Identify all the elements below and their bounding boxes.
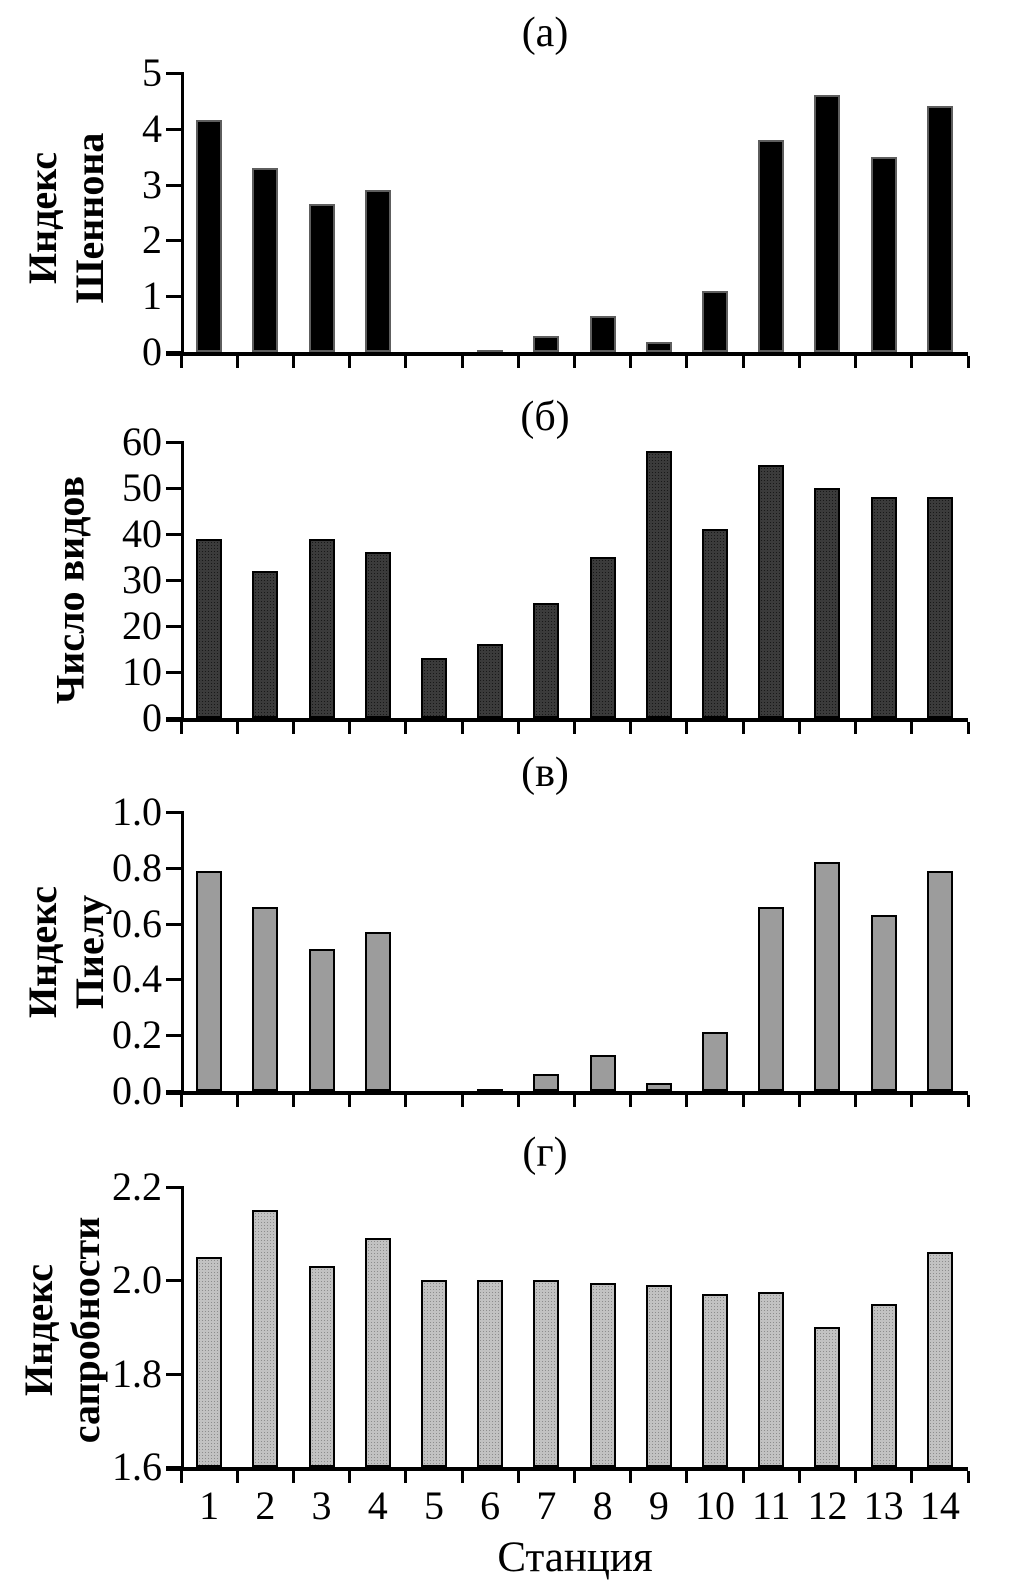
bar-station-1 xyxy=(196,539,222,718)
y-tick-label: 0.2 xyxy=(112,1012,162,1058)
bar-station-9 xyxy=(646,1083,672,1091)
bar-station-6 xyxy=(477,350,503,353)
y-tick-label: 50 xyxy=(122,465,162,510)
x-tick xyxy=(742,722,745,734)
bar-station-1 xyxy=(196,1257,222,1467)
y-tick-label: 0.0 xyxy=(112,1068,162,1113)
x-tick xyxy=(629,1471,632,1483)
y-axis-label-line: Индекс xyxy=(20,886,65,1018)
bar-station-9 xyxy=(646,451,672,718)
y-tick xyxy=(166,923,181,926)
y-tick-label: 40 xyxy=(122,511,162,556)
bar-station-14 xyxy=(927,1252,953,1467)
x-tick xyxy=(461,1095,464,1107)
x-tick xyxy=(517,1095,520,1107)
y-axis-label-line: Число видов xyxy=(47,475,93,705)
bar-station-7 xyxy=(533,336,559,352)
x-tick xyxy=(685,356,688,368)
x-tick xyxy=(348,1471,351,1483)
x-tick xyxy=(236,722,239,734)
x-tick xyxy=(967,1095,970,1107)
x-tick-label-station-10: 10 xyxy=(695,1483,736,1528)
y-axis-label-line: Индекс xyxy=(20,152,65,284)
bar-station-3 xyxy=(309,949,335,1091)
bar-station-13 xyxy=(871,915,897,1091)
x-tick xyxy=(910,356,913,368)
x-tick-label-station-7: 7 xyxy=(536,1483,557,1528)
y-axis-label-4 xyxy=(15,1217,109,1444)
y-tick xyxy=(166,128,181,131)
y-tick-label: 1 xyxy=(142,273,162,319)
x-tick xyxy=(517,356,520,368)
x-tick xyxy=(910,722,913,734)
x-tick-label-station-8: 8 xyxy=(592,1483,613,1528)
x-tick xyxy=(348,356,351,368)
bar-station-12 xyxy=(814,95,840,352)
y-axis-label-line: Шеннона xyxy=(67,132,112,304)
bar-station-13 xyxy=(871,157,897,352)
y-tick-label: 2.0 xyxy=(112,1257,162,1303)
bar-station-10 xyxy=(702,291,728,352)
x-tick xyxy=(461,356,464,368)
x-tick xyxy=(854,1095,857,1107)
y-tick-label: 0.4 xyxy=(112,956,162,1002)
x-tick xyxy=(629,1095,632,1107)
y-tick xyxy=(166,1090,181,1093)
bar-station-12 xyxy=(814,488,840,718)
bar-station-12 xyxy=(814,862,840,1091)
bar-station-6 xyxy=(477,644,503,718)
panel-title-2: (б) xyxy=(520,394,570,440)
bar-station-13 xyxy=(871,1304,897,1467)
x-tick-label-station-6: 6 xyxy=(480,1483,501,1528)
x-tick xyxy=(629,722,632,734)
y-tick-label: 0 xyxy=(142,695,162,740)
x-tick xyxy=(573,1471,576,1483)
bar-station-3 xyxy=(309,204,335,352)
x-axis-line-2 xyxy=(166,718,968,722)
y-axis-line-1 xyxy=(181,72,184,356)
x-tick xyxy=(798,356,801,368)
bar-station-5 xyxy=(421,1280,447,1467)
x-axis-line-4 xyxy=(166,1467,968,1471)
x-tick xyxy=(798,722,801,734)
x-tick xyxy=(348,1095,351,1107)
x-tick-label-station-13: 13 xyxy=(863,1483,904,1528)
bar-station-7 xyxy=(533,1074,559,1091)
x-tick-label-station-4: 4 xyxy=(367,1483,388,1528)
bar-station-10 xyxy=(702,529,728,718)
x-tick xyxy=(685,722,688,734)
bar-station-7 xyxy=(533,1280,559,1467)
bar-station-1 xyxy=(196,120,222,352)
bar-station-9 xyxy=(646,1285,672,1467)
y-axis-label-line: сапробности xyxy=(63,1216,108,1444)
y-tick xyxy=(166,1186,181,1189)
bar-station-11 xyxy=(758,465,784,718)
bar-station-6 xyxy=(477,1280,503,1467)
x-tick xyxy=(742,1471,745,1483)
x-tick xyxy=(404,356,407,368)
y-tick-label: 2 xyxy=(142,217,162,263)
y-tick xyxy=(166,579,181,582)
x-axis-line-1 xyxy=(166,352,968,356)
y-tick-label: 4 xyxy=(142,105,162,151)
bar-station-7 xyxy=(533,603,559,718)
x-tick xyxy=(180,356,183,368)
y-tick xyxy=(166,717,181,720)
bar-station-14 xyxy=(927,871,953,1091)
x-tick xyxy=(573,722,576,734)
panel-title-4: (г) xyxy=(522,1130,568,1176)
x-tick xyxy=(180,722,183,734)
bar-station-3 xyxy=(309,1266,335,1467)
bar-station-8 xyxy=(590,557,616,718)
bar-station-2 xyxy=(252,1210,278,1467)
x-tick-label-station-11: 11 xyxy=(751,1483,791,1528)
x-tick xyxy=(685,1471,688,1483)
bar-station-2 xyxy=(252,907,278,1091)
x-tick xyxy=(629,356,632,368)
x-tick xyxy=(798,1471,801,1483)
x-tick xyxy=(967,1471,970,1483)
y-tick xyxy=(166,1034,181,1037)
x-tick xyxy=(798,1095,801,1107)
y-tick-label: 2.2 xyxy=(112,1164,162,1209)
x-tick xyxy=(404,1095,407,1107)
y-tick xyxy=(166,184,181,187)
y-axis-line-2 xyxy=(181,441,184,722)
y-tick-label: 0 xyxy=(142,329,162,374)
y-tick xyxy=(166,533,181,536)
y-axis-line-3 xyxy=(181,811,184,1095)
bar-station-6 xyxy=(477,1089,503,1092)
y-axis-label-line: Пиелу xyxy=(67,894,112,1010)
bar-station-14 xyxy=(927,106,953,352)
y-tick-label: 10 xyxy=(122,649,162,694)
y-tick xyxy=(166,978,181,981)
x-tick xyxy=(292,1095,295,1107)
x-tick xyxy=(236,356,239,368)
y-tick xyxy=(166,295,181,298)
y-tick-label: 60 xyxy=(122,419,162,464)
x-tick xyxy=(180,1095,183,1107)
x-tick xyxy=(742,356,745,368)
y-tick xyxy=(166,1279,181,1282)
bar-station-10 xyxy=(702,1294,728,1467)
x-tick xyxy=(967,356,970,368)
y-tick xyxy=(166,239,181,242)
x-tick-label-station-9: 9 xyxy=(648,1483,669,1528)
x-tick xyxy=(685,1095,688,1107)
x-tick xyxy=(404,722,407,734)
y-tick xyxy=(166,441,181,444)
x-tick xyxy=(236,1095,239,1107)
x-tick xyxy=(292,356,295,368)
y-axis-label-line: Индекс xyxy=(16,1264,61,1396)
panel-title-3: (в) xyxy=(521,750,569,796)
bar-station-8 xyxy=(590,1055,616,1091)
bar-station-4 xyxy=(365,190,391,352)
bar-station-4 xyxy=(365,932,391,1091)
y-tick-label: 20 xyxy=(122,603,162,648)
x-tick-label-station-2: 2 xyxy=(255,1483,276,1528)
y-tick-label: 3 xyxy=(142,161,162,207)
y-tick-label: 1.8 xyxy=(112,1350,162,1396)
y-tick-label: 1.0 xyxy=(112,789,162,834)
x-tick xyxy=(348,722,351,734)
bar-station-10 xyxy=(702,1032,728,1091)
x-axis-title: Станция xyxy=(497,1534,653,1581)
y-tick-label: 1.6 xyxy=(112,1444,162,1489)
x-tick xyxy=(461,722,464,734)
x-tick xyxy=(854,1471,857,1483)
bar-station-8 xyxy=(590,1283,616,1467)
bar-station-2 xyxy=(252,571,278,718)
y-tick xyxy=(166,72,181,75)
x-tick xyxy=(573,356,576,368)
y-tick xyxy=(166,811,181,814)
bar-station-5 xyxy=(421,658,447,718)
x-tick xyxy=(854,722,857,734)
bar-station-14 xyxy=(927,497,953,718)
x-tick-label-station-5: 5 xyxy=(423,1483,444,1528)
x-tick xyxy=(461,1471,464,1483)
x-tick xyxy=(517,722,520,734)
x-tick xyxy=(292,722,295,734)
y-tick-label: 0.8 xyxy=(112,844,162,890)
x-tick xyxy=(910,1095,913,1107)
y-tick xyxy=(166,351,181,354)
y-tick-label: 5 xyxy=(142,50,162,95)
x-tick xyxy=(236,1471,239,1483)
bar-station-2 xyxy=(252,168,278,352)
x-tick-label-station-3: 3 xyxy=(311,1483,332,1528)
x-axis-line-3 xyxy=(166,1091,968,1095)
bar-station-9 xyxy=(646,342,672,352)
y-tick xyxy=(166,671,181,674)
y-axis-line-4 xyxy=(181,1186,184,1471)
y-tick xyxy=(166,487,181,490)
x-tick-label-station-12: 12 xyxy=(807,1483,848,1528)
x-tick xyxy=(573,1095,576,1107)
y-tick-label: 30 xyxy=(122,557,162,602)
x-tick xyxy=(854,356,857,368)
x-tick xyxy=(517,1471,520,1483)
bar-station-3 xyxy=(309,539,335,718)
x-tick-label-station-14: 14 xyxy=(919,1483,960,1528)
y-tick xyxy=(166,1373,181,1376)
bar-station-4 xyxy=(365,552,391,718)
panel-title-1: (а) xyxy=(521,10,569,56)
bar-station-1 xyxy=(196,871,222,1091)
bar-station-4 xyxy=(365,1238,391,1467)
x-tick xyxy=(404,1471,407,1483)
x-tick xyxy=(292,1471,295,1483)
bar-station-8 xyxy=(590,316,616,352)
bar-station-11 xyxy=(758,1292,784,1467)
bar-station-11 xyxy=(758,140,784,352)
bar-station-12 xyxy=(814,1327,840,1467)
y-tick xyxy=(166,867,181,870)
bar-station-11 xyxy=(758,907,784,1091)
x-tick-label-station-1: 1 xyxy=(199,1483,220,1528)
x-tick xyxy=(180,1471,183,1483)
y-tick xyxy=(166,625,181,628)
y-tick xyxy=(166,1466,181,1469)
x-tick xyxy=(910,1471,913,1483)
x-tick xyxy=(967,722,970,734)
x-tick xyxy=(742,1095,745,1107)
y-tick-label: 0.6 xyxy=(112,900,162,946)
bar-station-13 xyxy=(871,497,897,718)
